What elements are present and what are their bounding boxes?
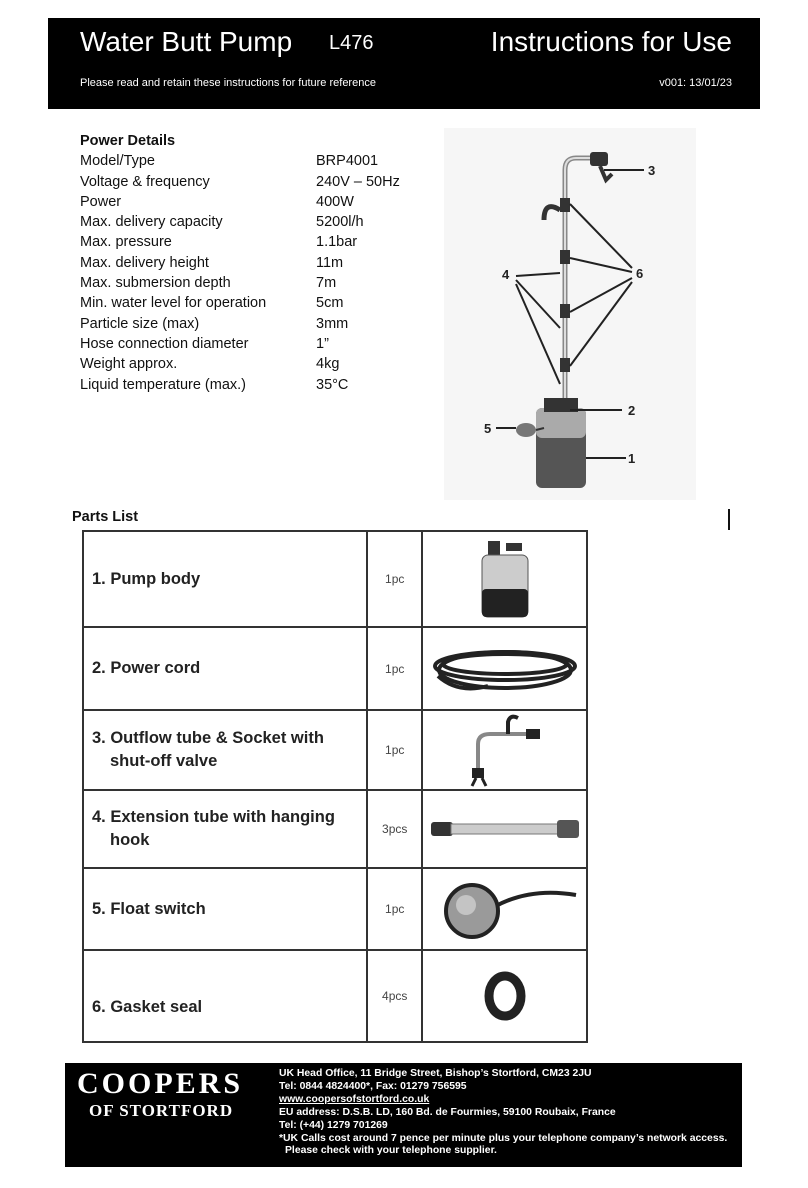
spec-label: Max. delivery capacity	[80, 214, 223, 231]
pump-body-icon	[470, 537, 540, 621]
part-name-continued: shut-off valve	[110, 752, 218, 770]
part-qty: 1pc	[367, 710, 422, 790]
spec-value: 5200l/h	[316, 214, 364, 231]
callout-label: 6	[636, 266, 644, 281]
spec-label: Max. delivery height	[80, 254, 209, 271]
eu-address: EU address: D.S.B. LD, 160 Bd. de Fourmies, 59100 Roubaix, France	[279, 1106, 616, 1118]
extension-tube-icon	[427, 814, 583, 844]
spec-value: 3mm	[316, 315, 349, 332]
part-name-cell	[83, 790, 367, 868]
text-cursor	[728, 509, 730, 530]
call-cost-note: *UK Calls cost around 7 pence per minute plus your telephone company’s network access.	[279, 1132, 728, 1144]
spec-value: 7m	[316, 275, 337, 292]
part-image-cell	[422, 531, 587, 627]
product-code: L476	[329, 32, 374, 54]
part-name: 1. Pump body	[92, 569, 201, 588]
spec-label: Weight approx.	[80, 356, 178, 373]
part-name-cell	[83, 710, 367, 790]
spec-row	[80, 232, 400, 252]
eu-phone: Tel: (+44) 1279 701269	[279, 1119, 388, 1131]
pump-assembly-illustration	[444, 128, 696, 500]
power-details	[80, 131, 400, 395]
phone-fax: Tel: 0844 4824400*, Fax: 01279 756595	[279, 1080, 467, 1092]
float-switch-icon	[430, 877, 580, 941]
table-row	[83, 790, 587, 868]
spec-value: 1”	[316, 335, 329, 352]
part-qty: 4pcs	[367, 950, 422, 1042]
table-row	[83, 950, 587, 1042]
parts-list-title: Parts List	[72, 509, 139, 525]
spec-label: Liquid temperature (max.)	[80, 376, 247, 393]
spec-label: Model/Type	[80, 153, 155, 170]
spec-row	[80, 293, 400, 313]
part-qty: 1pc	[367, 868, 422, 950]
spec-value: 35°C	[316, 376, 349, 393]
document-title: Water Butt Pump	[80, 26, 293, 57]
spec-value: 400W	[316, 193, 354, 210]
part-name: 3. Outflow tube & Socket with	[92, 729, 324, 747]
part-name-cell	[83, 531, 367, 627]
outflow-tube-icon	[450, 712, 560, 788]
part-name: 6. Gasket seal	[92, 998, 203, 1016]
spec-label: Power	[80, 193, 122, 210]
website-link[interactable]: www.coopersofstortford.co.uk	[279, 1093, 430, 1105]
part-name-continued: hook	[110, 831, 150, 849]
header-bar	[48, 18, 760, 109]
spec-row	[80, 172, 400, 192]
spec-row	[80, 273, 400, 293]
spec-value: BRP4001	[316, 153, 379, 170]
assembly-diagram	[444, 128, 696, 500]
footer-bar	[65, 1063, 742, 1167]
spec-row	[80, 151, 400, 171]
power-cord-icon	[428, 636, 582, 702]
retain-notice: Please read and retain these instructions for future reference	[80, 77, 376, 89]
table-row	[83, 627, 587, 710]
spec-row	[80, 354, 400, 374]
spec-value: 1.1bar	[316, 234, 358, 251]
brand-logo-subline: OF STORTFORD	[89, 1101, 234, 1120]
power-details-heading: Power Details	[80, 133, 176, 149]
part-name: 4. Extension tube with hanging	[92, 808, 335, 826]
spec-row	[80, 375, 400, 395]
part-name-cell	[83, 950, 367, 1042]
part-image-cell	[422, 627, 587, 710]
part-name-cell	[83, 868, 367, 950]
spec-label: Max. pressure	[80, 234, 172, 251]
parts-table	[82, 530, 588, 1043]
part-image-cell	[422, 790, 587, 868]
part-name: 2. Power cord	[92, 659, 201, 677]
spec-label: Min. water level for operation	[80, 295, 267, 312]
instructions-heading: Instructions for Use	[490, 26, 732, 57]
spec-row	[80, 192, 400, 212]
part-qty: 3pcs	[367, 790, 422, 868]
spec-value: 240V – 50Hz	[316, 173, 400, 190]
part-image-cell	[422, 950, 587, 1042]
table-row	[83, 531, 587, 627]
spec-row	[80, 314, 400, 334]
callout-label: 2	[628, 403, 636, 418]
spec-label: Max. submersion depth	[80, 275, 231, 292]
spec-row	[80, 253, 400, 273]
part-image-cell	[422, 710, 587, 790]
contact-info	[279, 1068, 727, 1158]
table-row	[83, 710, 587, 790]
head-office-address: UK Head Office, 11 Bridge Street, Bishop’s Stortford, CM23 2JU	[279, 1068, 592, 1079]
part-name-cell	[83, 627, 367, 710]
brand-logo: COOPERS	[77, 1067, 244, 1100]
callout-label: 5	[484, 421, 492, 436]
spec-value: 11m	[316, 254, 344, 271]
callout-label: 4	[502, 267, 510, 282]
spec-label: Particle size (max)	[80, 315, 200, 332]
part-name: 5. Float switch	[92, 899, 206, 918]
spec-row	[80, 212, 400, 232]
callout-label: 3	[648, 163, 656, 178]
spec-row	[80, 334, 400, 354]
spec-label: Hose connection diameter	[80, 335, 249, 352]
part-image-cell	[422, 868, 587, 950]
callout-label: 1	[628, 451, 636, 466]
version-label: v001: 13/01/23	[659, 77, 732, 89]
spec-label: Voltage & frequency	[80, 173, 210, 190]
part-qty: 1pc	[367, 627, 422, 710]
spec-value: 5cm	[316, 295, 344, 312]
supplier-note: Please check with your telephone supplier.	[285, 1145, 497, 1157]
gasket-seal-icon	[475, 966, 535, 1026]
spec-value: 4kg	[316, 356, 340, 373]
part-qty: 1pc	[367, 531, 422, 627]
table-row	[83, 868, 587, 950]
